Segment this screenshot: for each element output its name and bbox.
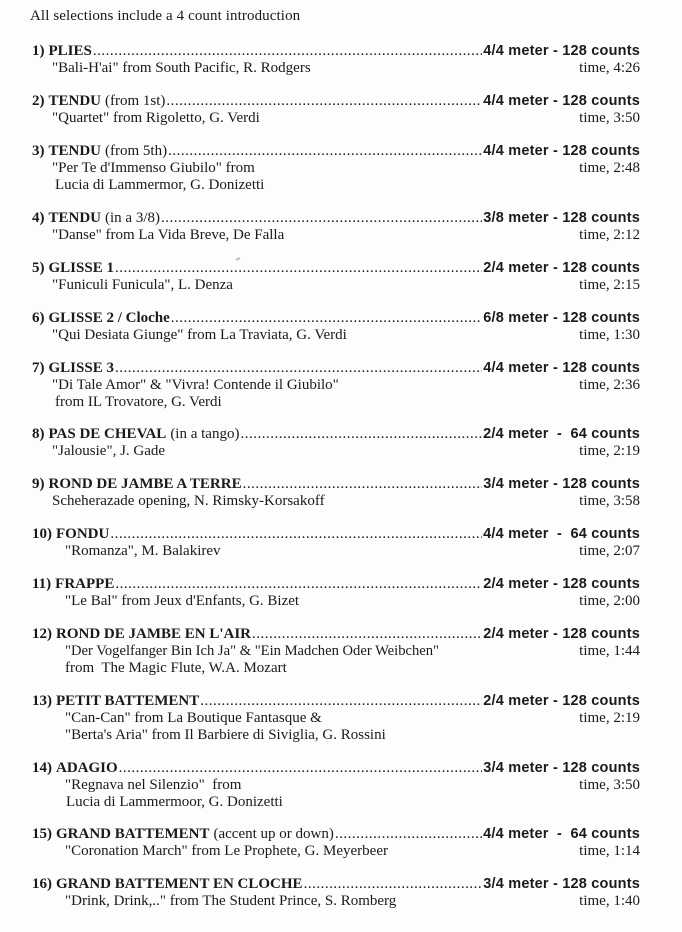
entry-music-line-2 <box>32 727 640 744</box>
dot-leader <box>115 576 482 593</box>
entry-meter: 2/4 meter - 128 counts <box>483 693 640 709</box>
list-item-plies <box>32 43 640 77</box>
entry-name: ROND DE JAMBE A TERRE <box>48 476 242 492</box>
entry-music-cont: from IL Trovatore, G. Verdi <box>55 394 222 410</box>
entry-title-line <box>32 310 640 327</box>
entry-music-line <box>32 643 640 660</box>
entry-number: 9) <box>32 476 45 492</box>
list-item-adagio <box>32 760 640 811</box>
entry-title-line <box>32 93 640 110</box>
entry-time: time, 2:07 <box>579 543 640 559</box>
entry-title-line <box>32 210 640 227</box>
entry-meter: 4/4 meter - 128 counts <box>483 43 640 59</box>
entry-music-line <box>32 60 640 77</box>
entry-music: Scheherazade opening, N. Rimsky-Korsakoff <box>52 493 325 509</box>
entry-name: GRAND BATTEMENT EN CLOCHE <box>56 876 303 892</box>
entry-meter: 4/4 meter - 128 counts <box>483 143 640 159</box>
entry-time: time, 3:50 <box>579 110 640 126</box>
entry-number: 5) <box>32 260 45 276</box>
entry-time: time, 2:00 <box>579 593 640 609</box>
entry-meter: 3/8 meter - 128 counts <box>483 210 640 226</box>
entry-meter: 4/4 meter - 64 counts <box>483 526 640 542</box>
entry-title-line <box>32 476 640 493</box>
entry-name: TENDU <box>48 143 102 159</box>
entry-name: PLIES <box>48 43 92 59</box>
entry-qualifier: (from 5th) <box>105 143 168 159</box>
entry-number: 2) <box>32 93 45 109</box>
entry-name: GLISSE 1 <box>48 260 114 276</box>
entry-title-line <box>32 260 640 277</box>
entry-title-line <box>32 693 640 710</box>
dot-leader <box>335 826 482 843</box>
entry-music: "Danse" from La Vida Breve, De Falla <box>52 227 285 243</box>
entry-music-line <box>32 160 640 177</box>
entry-music: "Di Tale Amor" & "Vivra! Contende il Giubilo" <box>52 377 339 393</box>
list-item-frappe <box>32 576 640 610</box>
entry-meter: 4/4 meter - 64 counts <box>483 826 640 842</box>
entry-music-cont: from The Magic Flute, W.A. Mozart <box>65 660 287 676</box>
entry-name: GLISSE 2 / Cloche <box>48 310 170 326</box>
entry-time: time, 2:15 <box>579 277 640 293</box>
entry-qualifier: (accent up or down) <box>213 826 334 842</box>
entry-meter: 3/4 meter - 128 counts <box>483 476 640 492</box>
entry-number: 8) <box>32 426 45 442</box>
entry-qualifier: (in a 3/8) <box>105 210 160 226</box>
dot-leader <box>252 626 482 643</box>
entry-title-line <box>32 626 640 643</box>
entry-title-line <box>32 526 640 543</box>
entry-name: TENDU <box>48 210 102 226</box>
entry-time: time, 3:58 <box>579 493 640 509</box>
entry-number: 12) <box>32 626 52 642</box>
dot-leader <box>115 260 482 277</box>
entry-music: "Funiculi Funicula", L. Denza <box>52 277 233 293</box>
entry-time: time, 2:19 <box>579 710 640 726</box>
entry-music: "Coronation March" from Le Prophete, G. Meyerbeer <box>65 843 388 859</box>
entry-music-line <box>32 593 640 610</box>
entry-time: time, 4:26 <box>579 60 640 76</box>
entry-music-line <box>32 777 640 794</box>
list-item-grand-battement-en-cloche <box>32 876 640 910</box>
entry-number: 4) <box>32 210 45 226</box>
entry-title-line <box>32 876 640 893</box>
entry-music-line <box>32 710 640 727</box>
entry-music-line <box>32 377 640 394</box>
entry-title-line <box>32 143 640 160</box>
entry-title-line <box>32 826 640 843</box>
entry-title-line <box>32 43 640 60</box>
list-item-pas-de-cheval <box>32 426 640 460</box>
entry-music: "Can-Can" from La Boutique Fantasque & <box>65 710 322 726</box>
entry-number: 7) <box>32 360 45 376</box>
list-item-tendu-3-8 <box>32 210 640 244</box>
entry-number: 13) <box>32 693 52 709</box>
entry-music: "Jalousie", J. Gade <box>52 443 166 459</box>
list-item-glisse-3 <box>32 360 640 411</box>
dot-leader <box>119 760 483 777</box>
entry-name: FRAPPE <box>55 576 115 592</box>
dot-leader <box>161 210 482 227</box>
entry-number: 1) <box>32 43 45 59</box>
entry-name: GRAND BATTEMENT <box>56 826 210 842</box>
entry-music: "Le Bal" from Jeux d'Enfants, G. Bizet <box>65 593 300 609</box>
dot-leader <box>240 426 482 443</box>
entry-time: time, 2:36 <box>579 377 640 393</box>
list-item-tendu-1st <box>32 93 640 127</box>
entry-number: 10) <box>32 526 52 542</box>
entry-title-line <box>32 426 640 443</box>
entry-music-line <box>32 843 640 860</box>
list-item-glisse-1 <box>32 260 640 294</box>
entry-music: "Der Vogelfanger Bin Ich Ja" & "Ein Madchen Oder Weibchen" <box>65 643 440 659</box>
entry-number: 11) <box>32 576 52 592</box>
entry-meter: 3/4 meter - 128 counts <box>483 876 640 892</box>
entry-number: 16) <box>32 876 52 892</box>
entry-meter: 2/4 meter - 128 counts <box>483 576 640 592</box>
entry-music: "Bali-H'ai" from South Pacific, R. Rodgers <box>52 60 311 76</box>
dot-leader <box>171 310 483 327</box>
entry-number: 14) <box>32 760 52 776</box>
entry-meter: 2/4 meter - 128 counts <box>483 260 640 276</box>
entry-music: "Regnava nel Silenzio" from <box>65 777 242 793</box>
dot-leader <box>110 526 482 543</box>
entry-time: time, 1:40 <box>579 893 640 909</box>
entry-number: 15) <box>32 826 52 842</box>
entry-time: time, 2:12 <box>579 227 640 243</box>
entry-meter: 4/4 meter - 128 counts <box>483 360 640 376</box>
entry-music-line-2 <box>32 794 640 811</box>
list-item-grand-battement <box>32 826 640 860</box>
entry-meter: 3/4 meter - 128 counts <box>483 760 640 776</box>
entry-music-cont: "Berta's Aria" from Il Barbiere di Siviglia, G. Rossini <box>65 727 386 743</box>
entry-time: time, 1:14 <box>579 843 640 859</box>
entry-music-cont: Lucia di Lammermoor, G. Donizetti <box>66 794 283 810</box>
entry-music-line-2 <box>32 394 640 411</box>
entry-name: PAS DE CHEVAL <box>48 426 167 442</box>
entry-name: PETIT BATTEMENT <box>56 693 200 709</box>
entry-time: time, 1:44 <box>579 643 640 659</box>
entry-time: time, 2:48 <box>579 160 640 176</box>
list-item-petit-battement <box>32 693 640 744</box>
entry-music-cont: Lucia di Lammermor, G. Donizetti <box>55 177 265 193</box>
entry-music: "Per Te d'Immenso Giubilo" from <box>52 160 255 176</box>
entry-time: time, 2:19 <box>579 443 640 459</box>
entry-music-line <box>32 327 640 344</box>
entry-title-line <box>32 576 640 593</box>
entry-music-line <box>32 227 640 244</box>
entry-name: GLISSE 3 <box>48 360 114 376</box>
entry-time: time, 1:30 <box>579 327 640 343</box>
entry-music: "Romanza", M. Balakirev <box>65 543 221 559</box>
entry-name: ROND DE JAMBE EN L'AIR <box>56 626 252 642</box>
dot-leader <box>243 476 483 493</box>
dot-leader <box>93 43 482 60</box>
entry-music-line <box>32 110 640 127</box>
entry-music-line <box>32 277 640 294</box>
entry-meter: 6/8 meter - 128 counts <box>483 310 640 326</box>
entry-meter: 2/4 meter - 64 counts <box>483 426 640 442</box>
entry-qualifier: (in a tango) <box>170 426 240 442</box>
list-item-fondu <box>32 526 640 560</box>
list-item-glisse-2-cloche <box>32 310 640 344</box>
dot-leader <box>166 93 482 110</box>
entry-music-line <box>32 893 640 910</box>
entry-music-line-2 <box>32 660 640 677</box>
entry-music-line-2 <box>32 177 640 194</box>
entry-meter: 4/4 meter - 128 counts <box>483 93 640 109</box>
dot-leader <box>304 876 483 893</box>
entry-meter: 2/4 meter - 128 counts <box>483 626 640 642</box>
entry-title-line <box>32 760 640 777</box>
entry-name: FONDU <box>56 526 110 542</box>
entry-music: "Quartet" from Rigoletto, G. Verdi <box>52 110 260 126</box>
list-item-rond-de-jambe-en-lair <box>32 626 640 677</box>
entry-music: "Qui Desiata Giunge" from La Traviata, G. Verdi <box>52 327 347 343</box>
entry-qualifier: (from 1st) <box>105 93 166 109</box>
entry-time: time, 3:50 <box>579 777 640 793</box>
dot-leader <box>115 360 482 377</box>
entry-music-line <box>32 493 640 510</box>
entry-title-line <box>32 360 640 377</box>
dot-leader <box>200 693 482 710</box>
intro-note: All selections include a 4 count introduction <box>30 8 301 24</box>
entry-number: 3) <box>32 143 45 159</box>
entry-number: 6) <box>32 310 45 326</box>
entry-music-line <box>32 443 640 460</box>
entry-music: "Drink, Drink,.." from The Student Prince, S. Romberg <box>65 893 397 909</box>
list-item-rond-de-jambe-a-terre <box>32 476 640 510</box>
dot-leader <box>168 143 482 160</box>
entry-name: ADAGIO <box>56 760 118 776</box>
list-item-tendu-5th <box>32 143 640 194</box>
entry-music-line <box>32 543 640 560</box>
entry-name: TENDU <box>48 93 102 109</box>
